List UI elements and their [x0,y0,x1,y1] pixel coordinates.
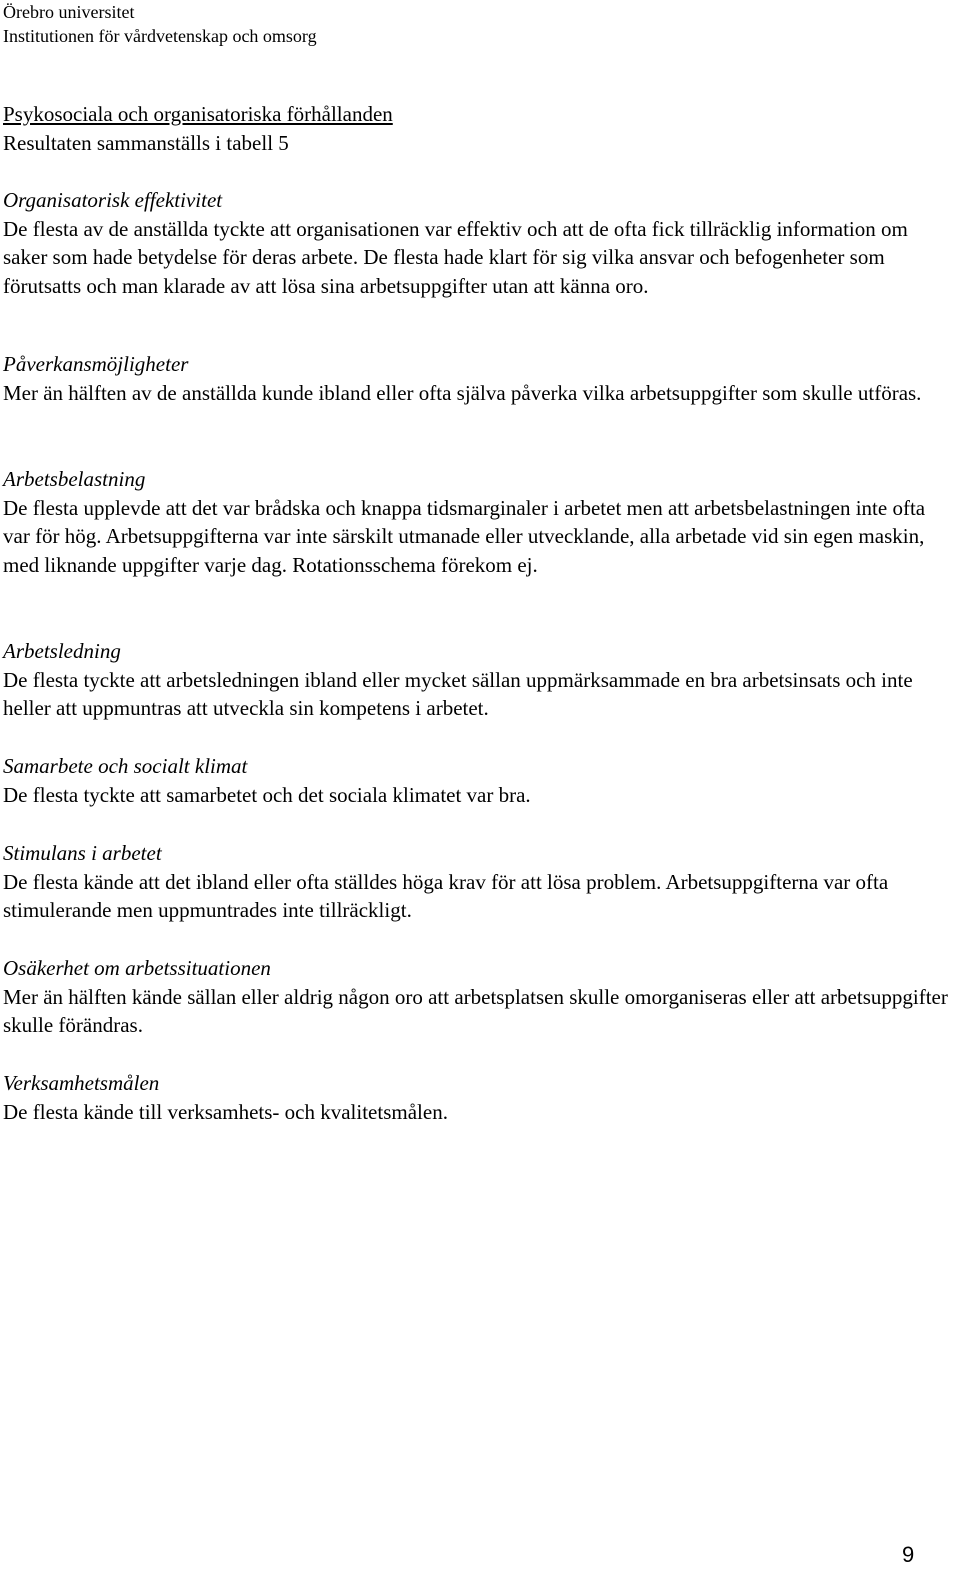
document-title-block [3,100,393,157]
section-body: De flesta kände att det ibland eller ofta ställdes höga krav för att lösa problem. Arbetsuppgifterna var ofta stimulerande men uppmuntrades inte tillräckligt. [3,869,889,922]
section-arbetsbelastning [3,465,948,579]
section-heading: Arbetsledning [3,639,121,663]
department-name: Institutionen för vårdvetenskap och omsorg [3,26,317,46]
section-heading: Osäkerhet om arbetssituationen [3,956,271,980]
section-body: De flesta av de anställda tyckte att organisationen var effektiv och att de ofta fick tillräcklig information om saker som hade betydelse för deras arbete. De flesta hade klart för sig vilka ansvar och befogenheter som förutsatts och man klarade av att lösa sina arbetsuppgifter utan att känna oro. [3,216,908,298]
section-paverkansmojligheter [3,350,948,407]
section-heading: Arbetsbelastning [3,467,146,491]
section-verksamhetsmalen [3,1069,948,1126]
section-body: Mer än hälften av de anställda kunde ibland eller ofta själva påverka vilka arbetsuppgifter som skulle utföras. [3,380,922,405]
section-heading: Verksamhetsmålen [3,1071,160,1095]
section-heading: Påverkansmöjligheter [3,352,189,376]
section-body: De flesta kände till verksamhets- och kvalitetsmålen. [3,1099,448,1124]
section-arbetsledning [3,637,948,723]
section-heading: Samarbete och socialt klimat [3,754,248,778]
section-subtitle: Resultaten sammanställs i tabell 5 [3,130,289,155]
page-header [3,0,317,48]
section-body: De flesta tyckte att samarbetet och det sociala klimatet var bra. [3,782,531,807]
section-heading: Organisatorisk effektivitet [3,188,223,212]
page-number: 9 [902,1542,915,1567]
university-name: Örebro universitet [3,2,135,22]
section-body: De flesta upplevde att det var brådska och knappa tidsmarginaler i arbetet men att arbetsbelastningen inte ofta var för hög. Arbetsuppgifterna var inte särskilt utmanade eller utvecklande, alla arbetade vid sin egen maskin, med liknande uppgifter varje dag. Rotationsschema förekom ej. [3,495,926,577]
section-samarbete-och-socialt-klimat [3,752,948,809]
section-osakerhet-om-arbetssituationen [3,954,948,1040]
section-title: Psykosociala och organisatoriska förhållanden [3,102,393,126]
section-body: De flesta tyckte att arbetsledningen ibland eller mycket sällan uppmärksammade en bra arbetsinsats och inte heller att uppmuntras att utveckla sin kompetens i arbetet. [3,667,913,720]
section-stimulans-i-arbetet [3,839,948,925]
section-organisatorisk-effektivitet [3,186,948,300]
section-body: Mer än hälften kände sällan eller aldrig någon oro att arbetsplatsen skulle omorganiseras eller att arbetsuppgifter skulle förändras. [3,984,948,1037]
section-heading: Stimulans i arbetet [3,841,162,865]
